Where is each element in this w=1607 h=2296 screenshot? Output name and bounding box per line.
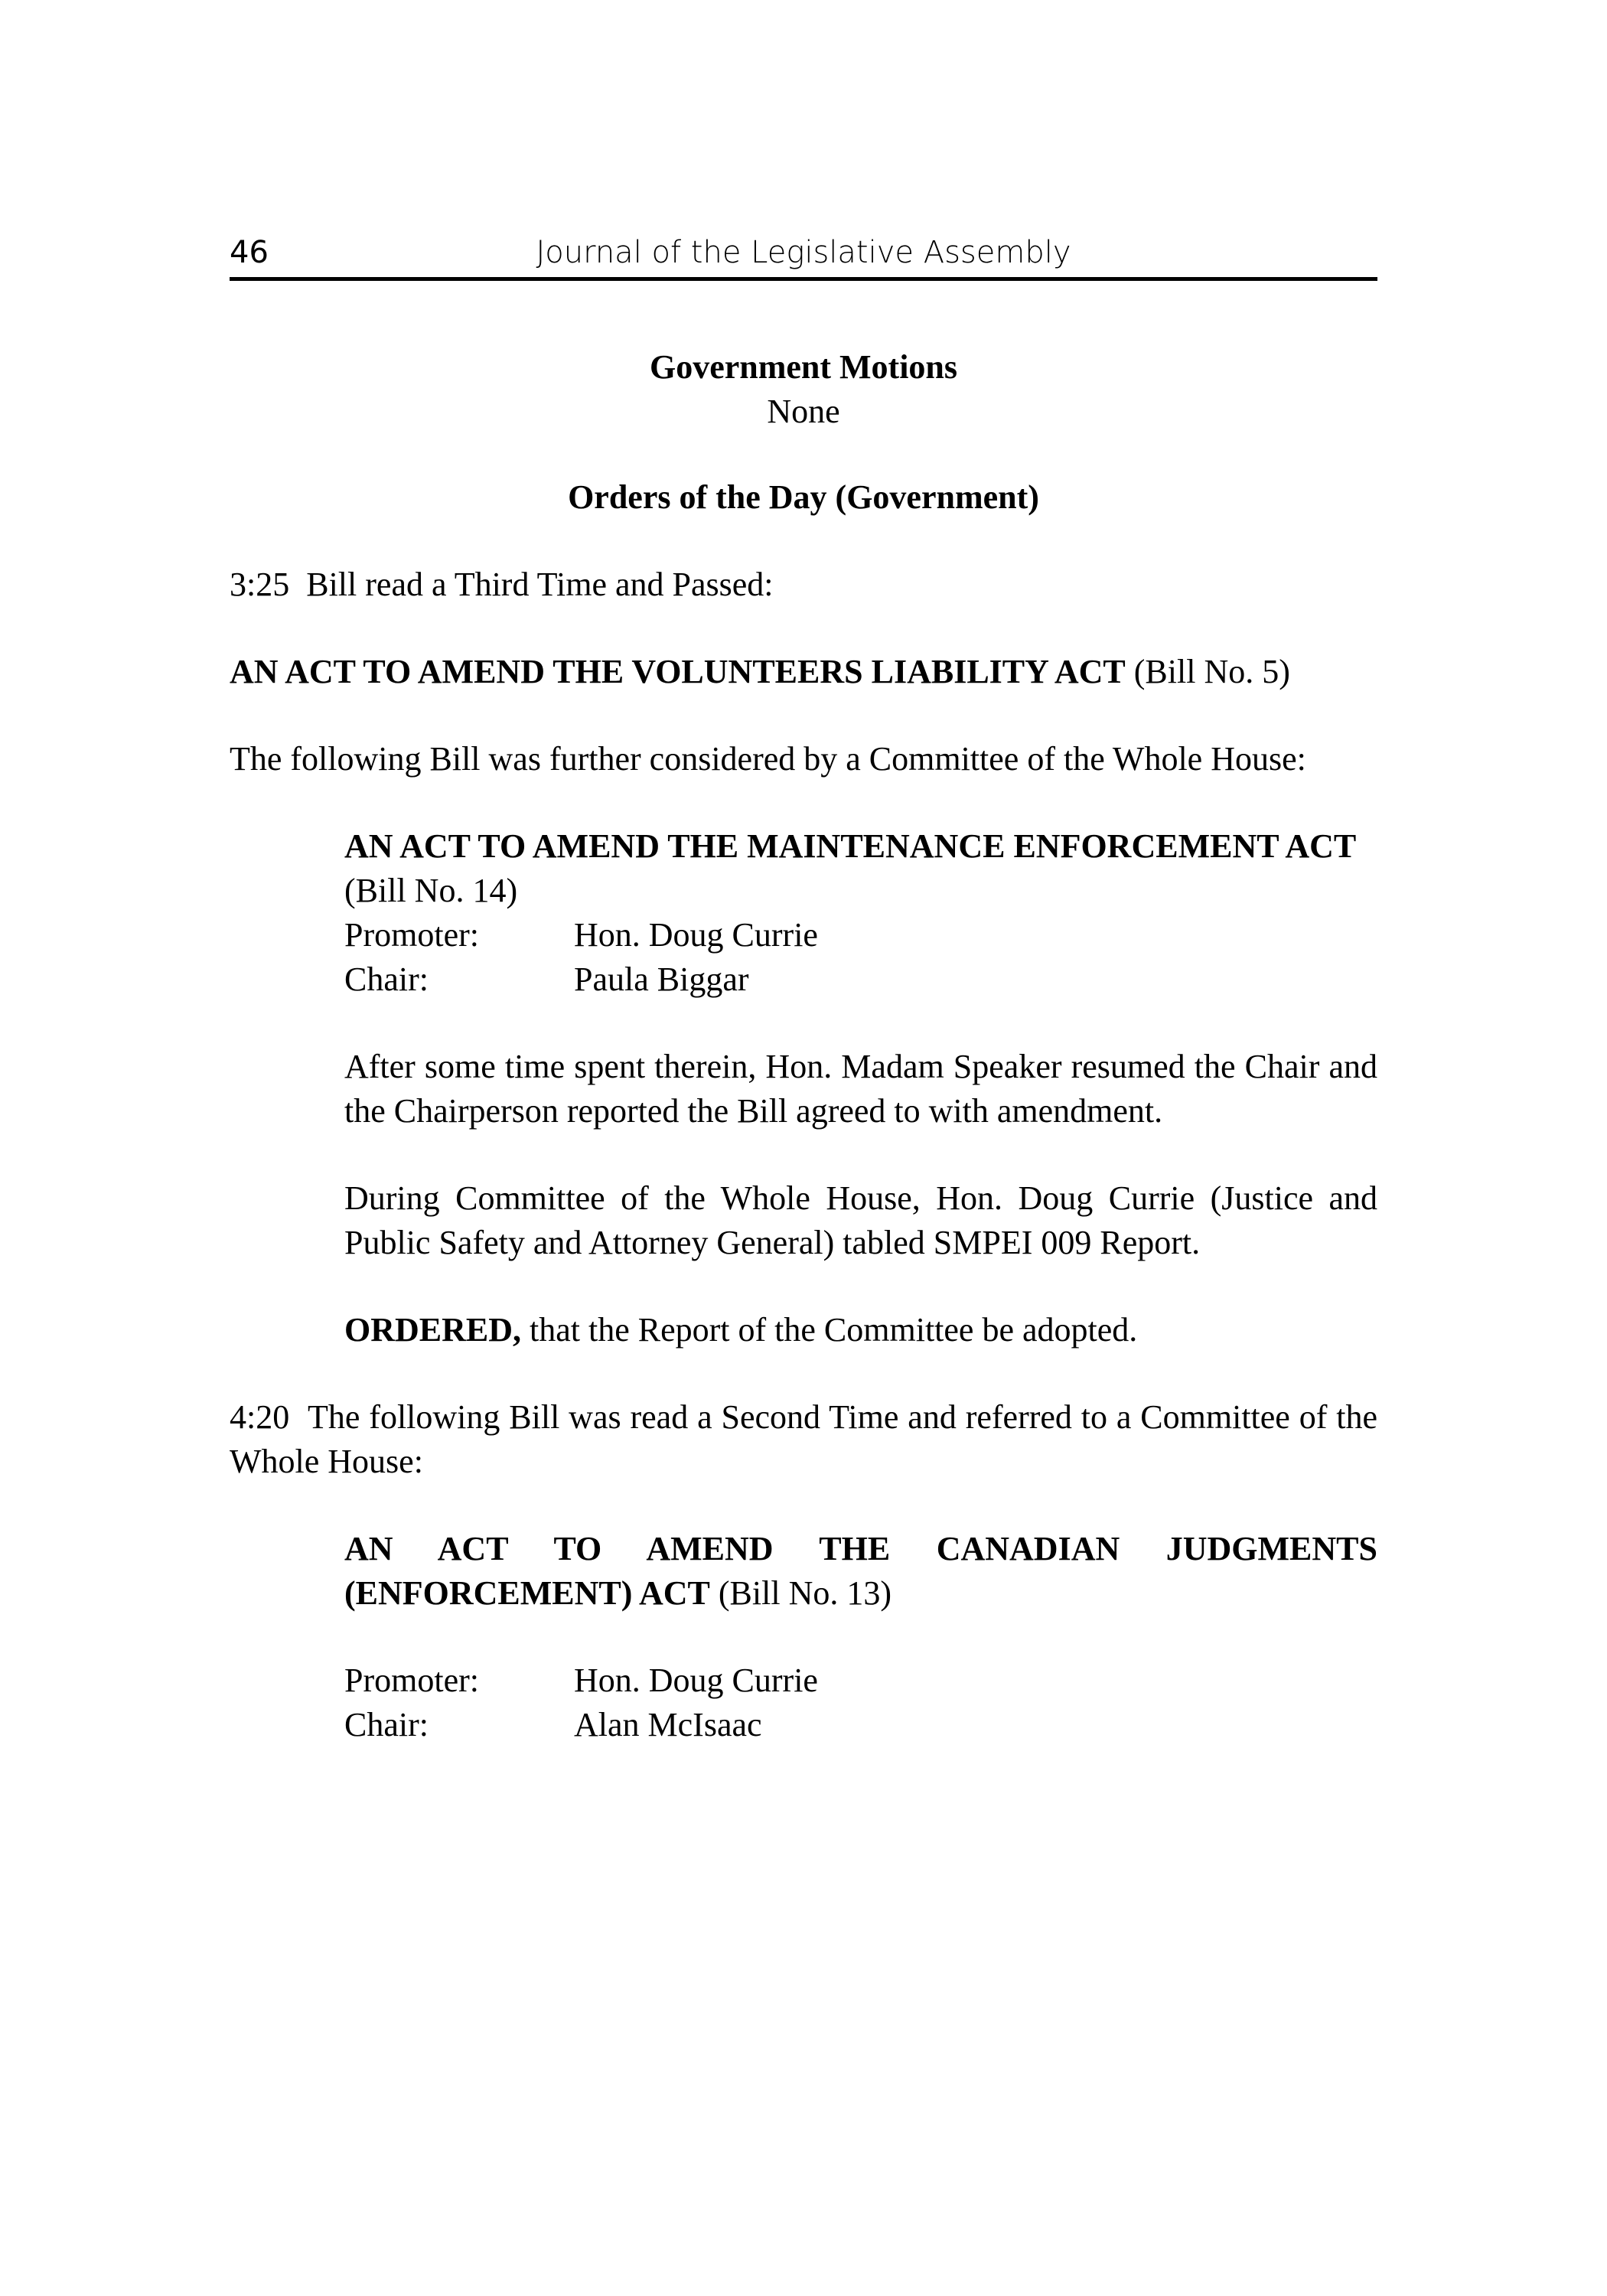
third-reading-bill-title: AN ACT TO AMEND THE VOLUNTEERS LIABILITY ACT [230,653,1126,690]
committee-chair-row [344,957,1377,1002]
second-reading-promoter-row [344,1658,1377,1703]
second-reading-bill [344,1527,1377,1616]
ordered-label: ORDERED, [344,1311,522,1349]
third-reading-time: 3:25 [230,566,290,603]
committee-promoter-row [344,913,1377,957]
government-motions-value: None [767,393,840,430]
second-reading-chair-label: Chair: [344,1706,429,1743]
second-reading-line [230,1395,1377,1484]
second-reading-bill-block [230,1527,1377,1747]
government-motions-heading: Government Motions [649,348,958,386]
committee-tabled-text: During Committee of the Whole House, Hon. Doug Currie (Justice and Public Safety and Attorney General) tabled SMPEI 009 Report. [344,1179,1377,1261]
third-reading-line [230,563,1377,607]
committee-bill-block [230,824,1377,1352]
committee-chair-label: Chair: [344,960,429,998]
second-reading-promoter: Hon. Doug Currie [574,1662,818,1699]
committee-promoter: Hon. Doug Currie [574,916,818,954]
page-number: 46 [230,235,269,270]
committee-bill [344,824,1377,913]
page-header [230,230,1377,281]
committee-report-text: After some time spent therein, Hon. Madam Speaker resumed the Chair and the Chairperson reported the Bill agreed to with amendment. [344,1048,1377,1130]
ordered-line [344,1308,1377,1352]
committee-promoter-label: Promoter: [344,916,479,954]
journal-title: Journal of the Legislative Assembly [536,235,1071,270]
orders-of-day-heading: Orders of the Day (Government) [568,478,1039,516]
second-reading-text: The following Bill was read a Second Time and referred to a Committee of the Whole House: [230,1398,1378,1480]
second-reading-time: 4:20 [230,1398,290,1436]
committee-bill-no: (Bill No. 14) [344,872,518,909]
ordered-text: that the Report of the Committee be adopted. [530,1311,1138,1349]
third-reading-bill-no: (Bill No. 5) [1133,653,1290,690]
third-reading-text: Bill read a Third Time and Passed: [306,566,774,603]
second-reading-chair: Alan McIsaac [574,1706,762,1743]
second-reading-chair-row [344,1703,1377,1747]
committee-intro: The following Bill was further considered by a Committee of the Whole House: [230,740,1306,778]
committee-chair: Paula Biggar [574,960,749,998]
committee-bill-title: AN ACT TO AMEND THE MAINTENANCE ENFORCEMENT ACT [344,827,1357,865]
second-reading-promoter-label: Promoter: [344,1662,479,1699]
third-reading-bill [230,650,1377,694]
second-reading-bill-title: AN ACT TO AMEND THE CANADIAN JUDGMENTS (ENFORCEMENT) ACT [344,1530,1377,1612]
journal-page [230,230,1377,1747]
second-reading-bill-no: (Bill No. 13) [718,1574,892,1612]
